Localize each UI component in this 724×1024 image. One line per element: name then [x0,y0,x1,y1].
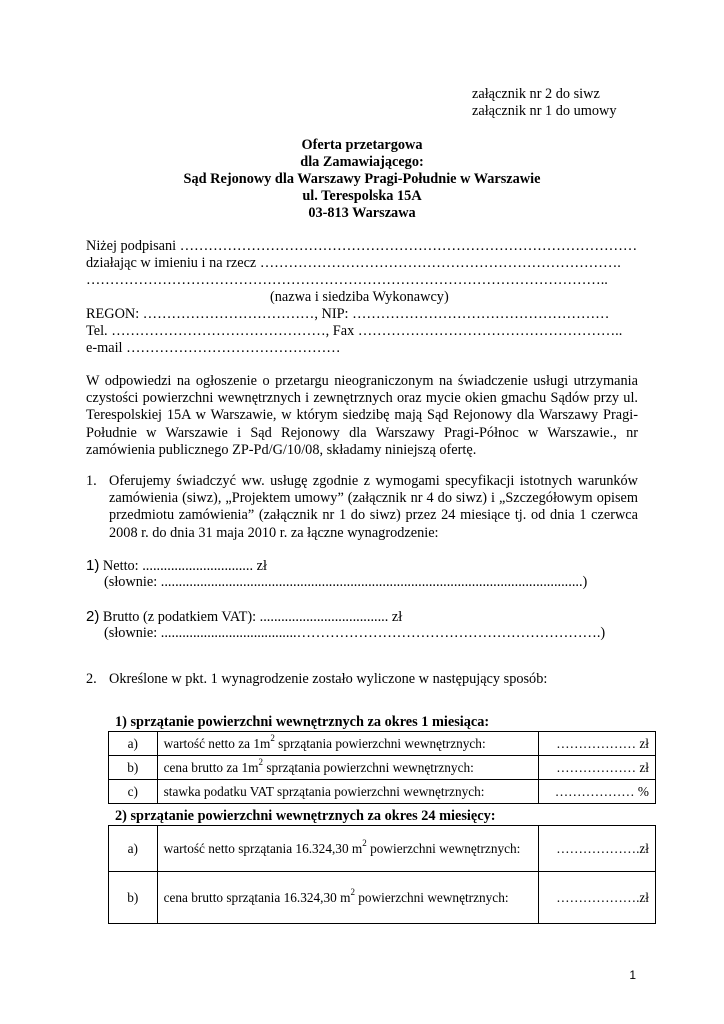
table-row [109,826,656,872]
point2-text: Określone w pkt. 1 wynagrodzenie zostało wyliczone w następujący sposób: [109,671,548,687]
row-letter: b) [109,872,158,924]
section2-table [108,825,656,924]
point1-text: Oferujemy świadczyć ww. usługę zgodnie z wymogami specyfikacji istotnych warunków zamówienia (siwz), „Projektem umowy” (załącznik nr 4 do siwz) i „Szczegółowym opisem przedmiotu zamówienia” (załącznik nr 1 do siwz) przez 24 miesiące tj. od dnia 1 czerwca 2008 r. do dnia 31 maja 2010 r. za łączne wynagrodzenie: [109,473,638,541]
brutto-words: (słownie: ......................................……………………………………………………….) [104,625,606,641]
row-value: ……………….zł [539,826,656,872]
row-description: cena brutto sprzątania 16.324,30 $m^2$ powierzchni wewnętrznych: [157,872,539,924]
point1-number: 1. [86,473,97,489]
row-value: ……………… zł [539,732,656,756]
netto-number: 1) [86,557,100,574]
row-description: wartość netto sprzątania 16.324,30 $m^2$ powierzchni wewnętrznych: [157,826,539,872]
acting-line: działając w imieniu i na rzecz …………………………………………………………………. [86,255,621,271]
row-letter: a) [109,826,158,872]
table-row [109,780,656,804]
court-city: 03-813 Warszawa [308,205,416,221]
annex-umowa: załącznik nr 1 do umowy [472,103,617,119]
section1-table [108,731,656,804]
tel-fax-line: Tel. ………………………………………, Fax ……………………………………………….. [86,323,623,339]
row-description: cena brutto za $1m^2$ sprzątania powierzchni wewnętrznych: [157,756,539,780]
regon-nip-line: REGON: ………………………………, NIP: ……………………………………………… [86,306,610,322]
offer-title: Oferta przetargowa [301,137,423,153]
section2-heading: 2) sprzątanie powierzchni wewnętrznych za okres 24 miesięcy: [115,808,496,824]
netto-label: Netto: ............................... zł [102,558,267,574]
row-description: stawka podatku VAT sprzątania powierzchni wewnętrznych: [157,780,539,804]
row-value: ……………… zł [539,756,656,780]
page-number: 1 [629,968,636,982]
contractor-note: (nazwa i siedziba Wykonawcy) [270,289,449,305]
row-letter: c) [109,780,158,804]
undersigned-line: Niżej podpisani …………………………………………………………………………………… [86,238,638,254]
section1-heading: 1) sprzątanie powierzchni wewnętrznych za okres 1 miesiąca: [115,714,490,730]
netto-line [86,557,267,575]
brutto-number: 2) [86,608,100,625]
row-value: ……………… % [539,780,656,804]
table-row [109,732,656,756]
email-line: e-mail ……………………………………… [86,340,341,356]
offer-recipient-label: dla Zamawiającego: [300,154,424,170]
row-letter: a) [109,732,158,756]
row-value: ……………….zł [539,872,656,924]
brutto-label: Brutto (z podatkiem VAT): .................................... zł [102,609,403,625]
court-street: ul. Terespolska 15A [302,188,422,204]
intro-paragraph: W odpowiedzi na ogłoszenie o przetargu nieograniczonym na świadczenie usługi utrzymania czystości powierzchni wewnętrznych i zewnętrznych oraz mycie okien gmachu Sądów przy ul. Terespolskiej 15A w Warszawie, w którym siedzibę mają Sąd Rejonowy dla Warszawy Pragi- Południe w Warszawie i Sąd Rejonowy dla Warszawy Pragi-Północ w Warszawie., nr zamówienia publicznego ZP-Pd/G/10/08, składamy niniejszą ofertę. [86,373,638,458]
point2-number: 2. [86,671,97,687]
row-letter: b) [109,756,158,780]
row-description: wartość netto za $1m^2$ sprzątania powierzchni wewnętrznych: [157,732,539,756]
court-name: Sąd Rejonowy dla Warszawy Pragi-Południe w Warszawie [183,171,541,187]
table-row [109,872,656,924]
blank-line: ……………………………………………………………………………………………….. [86,272,608,288]
annex-siwz: załącznik nr 2 do siwz [472,86,600,102]
brutto-line [86,608,402,626]
netto-words: (słownie: ......................................................................................................................) [104,574,588,590]
table-row [109,756,656,780]
